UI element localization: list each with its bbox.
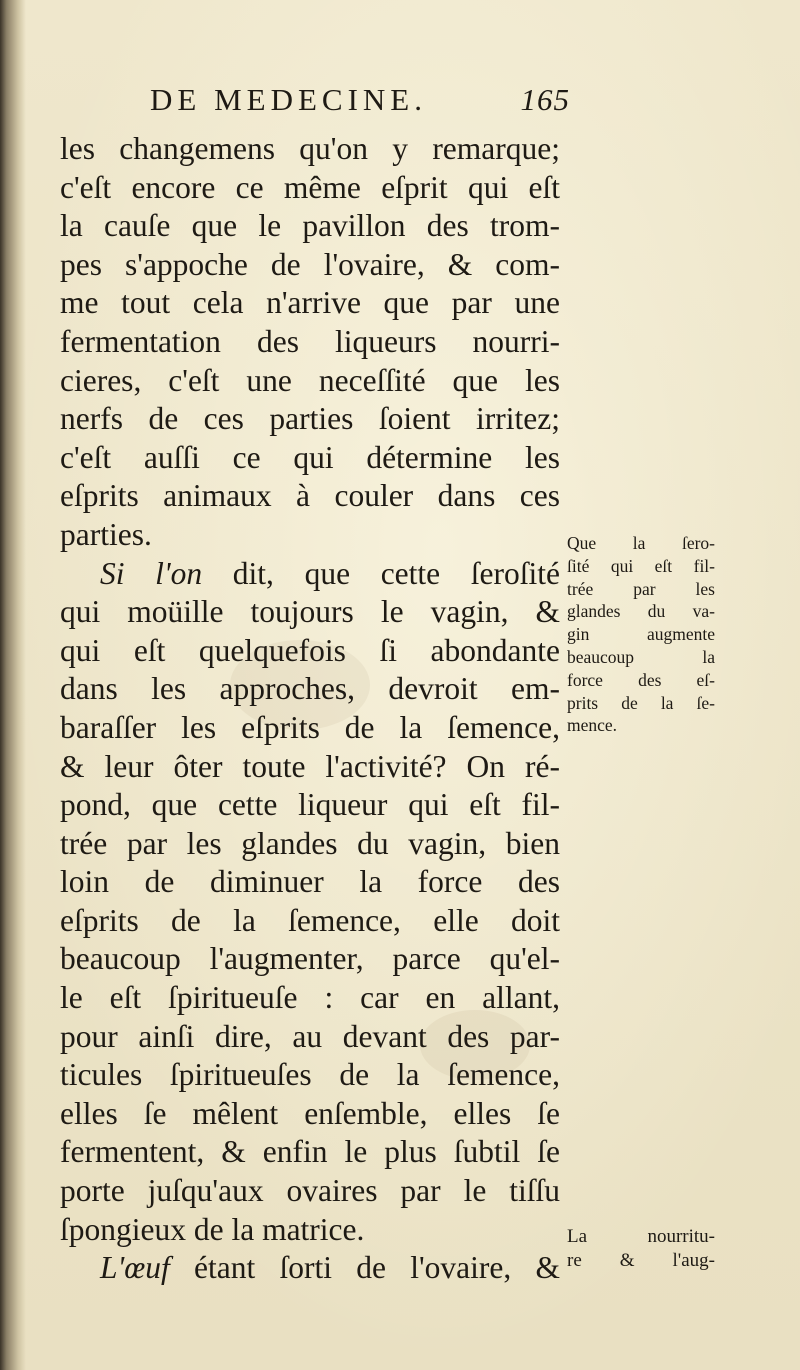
text-line: pour ainſi dire, au devant des par- [60,1018,560,1054]
text-line: la cauſe que le pavillon des trom- [60,208,560,244]
margin-note-line: mence. [567,715,618,736]
running-head-title: DE MEDECINE. [150,82,427,117]
body-text [60,130,560,1288]
running-head [150,82,570,126]
text-line: pond, que cette liqueur qui eſt fil- [60,787,560,823]
text-line: porte juſqu'aux ovaires par le tiſſu [60,1173,560,1209]
margin-note-line: Que la ſero- [567,533,715,553]
margin-note-line: La nourritu- [567,1226,715,1247]
text-line: qui moüille toujours le vagin, & [60,594,560,630]
text-line: fermentation des liqueurs nourri- [60,323,560,359]
text-line: les changemens qu'on y remarque; [60,131,560,166]
text-line: pes s'appoche de l'ovaire, & com- [60,246,560,282]
text-line: parties. [60,516,152,552]
margin-note-line: ſité qui eſt fil- [567,555,715,576]
text-line: loin de diminuer la force des [60,864,560,900]
line-remainder: dit, que cette ſeroſité [202,555,560,591]
text-line: eſprits de la ſemence, elle doit [60,902,560,938]
margin-note-line: prits de la ſe- [567,692,715,713]
margin-note [567,1225,715,1273]
text-line: c'eſt encore ce même eſprit qui eſt [60,169,560,205]
text-line: le eſt ſpiritueuſe : car en allant, [60,980,560,1016]
margin-note-line: glandes du va- [567,601,715,622]
text-line: ticules ſpiritueuſes de la ſemence, [60,1057,560,1093]
text-line: ſpongieux de la matrice. [60,1211,365,1247]
text-line: nerfs de ces parties ſoient irritez; [60,401,560,437]
text-line: eſprits animaux à couler dans ces [60,478,560,514]
text-line: trée par les glandes du vagin, bien [60,825,560,861]
paragraph-start-line [60,1249,560,1288]
margin-note-line: force des eſ- [567,669,715,690]
binding-gutter [0,0,26,1370]
margin-note-line: re & l'aug- [567,1250,715,1271]
italic-opener: L'œuf [100,1250,170,1286]
margin-note-line: beaucoup la [567,646,715,667]
text-line: & leur ôter toute l'activité? On ré- [60,748,560,784]
text-line: cieres, c'eſt une neceſſité que les [60,362,560,398]
paragraph-start-line [60,555,560,594]
text-line: beaucoup l'augmenter, parce qu'el- [60,941,560,977]
margin-note-line: gin augmente [567,624,715,645]
line-remainder: étant ſorti de l'ovaire, & [169,1250,560,1286]
page-number: 165 [520,82,570,117]
text-line: elles ſe mêlent enſemble, elles ſe [60,1095,560,1131]
italic-opener: Si l'on [100,555,203,591]
text-line: qui eſt quelquefois ſi abondante [60,632,560,668]
text-line: baraſſer les eſprits de la ſemence, [60,709,560,745]
text-line: fermentent, & enfin le plus ſubtil ſe [60,1134,560,1170]
text-line: dans les approches, devroit em- [60,671,560,707]
margin-note [567,532,715,737]
text-line: c'eſt auſſi ce qui détermine les [60,439,560,475]
text-line: me tout cela n'arrive que par une [60,285,560,321]
margin-note-line: trée par les [567,578,715,599]
